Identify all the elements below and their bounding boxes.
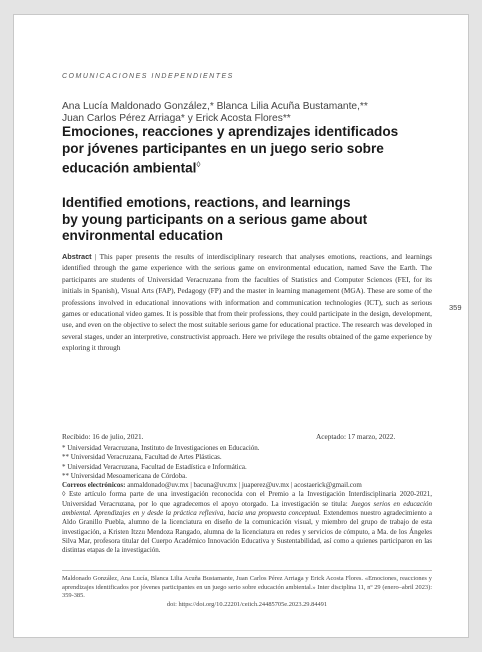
page-number: 359 (449, 303, 462, 312)
title-footnote-mark: ◊ (196, 160, 201, 169)
abstract-separator: | (91, 252, 100, 261)
citation-divider (62, 570, 432, 571)
footnote-emails (62, 481, 432, 490)
emails-list: anmaldonado@uv.mx | bacuna@uv.mx | juaperez@uv.mx | acostaerick@gmail.com (125, 481, 362, 490)
title-es-line-3 (62, 157, 432, 177)
accepted-date: Aceptado: 17 marzo, 2022. (316, 432, 396, 441)
title-en-line-3: environmental education (62, 228, 223, 243)
abstract-label: Abstract (62, 252, 92, 261)
title-en-line-1: Identified emotions, reactions, and learnings (62, 195, 351, 210)
title-spanish (62, 124, 432, 177)
title-es-line-2: por jóvenes participantes en un juego serio sobre (62, 140, 384, 156)
document-page (13, 14, 469, 638)
title-es-line-3-text: educación ambiental (62, 160, 197, 176)
section-label: COMUNICACIONES INDEPENDIENTES (62, 73, 234, 80)
footnotes (62, 444, 432, 556)
research-note-mark: ◊ (62, 490, 66, 499)
title-en-line-2: by young participants on a serious game about (62, 211, 368, 227)
footnote-affiliation-2: ** Universidad Veracruzana, Facultad de Artes Plásticas. (62, 453, 222, 462)
footnote-research-note (62, 490, 432, 555)
citation-text: Maldonado González, Ana Lucía, Blanca Lilia Acuña Bustamante, Juan Carlos Pérez Arriaga y Erick Acosta Flores. «Emociones, reacciones y aprendizajes identificados por jóvenes participantes en un juego serio sobre educación ambiental.» Inter disciplina 11, nº 29 (enero–abril 2023): 359-385. (62, 575, 432, 599)
footnote-affiliation-4: ** Universidad Mesoamericana de Córdoba. (62, 471, 187, 480)
received-date: Recibido: 16 de julio, 2021. (62, 432, 144, 441)
research-note-text-1: Este artículo forma parte de una investigación reconocida con el Premio a la Investigación Interdisciplinaria 2020-2021, Universidad Veracruzana, por lo que agradecemos el apoyo otorgado. La investigación se titula: (62, 490, 432, 508)
abstract (62, 251, 432, 354)
title-english (62, 195, 432, 245)
footnote-affiliation-3: * Universidad Veracruzana, Facultad de Estadística e Informática. (62, 462, 247, 471)
citation-block (62, 575, 432, 609)
emails-label: Correos electrónicos: (62, 481, 126, 490)
citation-doi: doi: https://doi.org/10.22201/ceiich.24485705e.2023.29.84491 (166, 600, 328, 608)
research-note-text-2: Extendemos nuestro agradecimiento a Aldo Granillo Puebla, alumno de la licenciatura en diseño de la comunicación visual, y miembro del grupo de trabajo de esta investigación, a Kristen Itzzu Mendoza Rangado, alumna de la licenciatura en redes y servicios de cómputo, a Ma. de los Ángeles Silva Mar, profesora titular del Cuerpo Académico Innovación Educativa y Sustentabilidad, así como a quienes participaron en las distintas etapas de la investigación. (62, 509, 432, 555)
authors-line-1: Ana Lucía Maldonado González,* Blanca Lilia Acuña Bustamante,** (62, 101, 368, 112)
title-es-line-1: Emociones, reacciones y aprendizajes identificados (62, 124, 399, 139)
research-note-title: Juegos serios en educación ambiental. Aprendizajes en y desde la práctica reflexiva, hacia una propuesta conceptual. (62, 499, 432, 518)
author-list (62, 101, 442, 124)
authors-line-2: Juan Carlos Pérez Arriaga* y Erick Acosta Flores** (62, 112, 291, 124)
footnote-affiliation-1: * Universidad Veracruzana, Instituto de Investigaciones en Educación. (62, 444, 260, 452)
abstract-text: This paper presents the results of interdisciplinary research that analyses emotions, reactions, and learnings identified through the game experience with the serious game on environmental education, named Save the Earth. The participants are students of Universidad Veracruzana from the faculties of Statistics and Computer Sciences (FEI, for its initials in Spanish), Visual Arts (FAP), Pedagogy (FP) and the master in learning management (MGA). These are some of the professions involved in educational innovations with information and communication technologies (ICT), such as serious games or educational video games. It is possible that from their professions, they could participate in the design, development, use, and even on the objective to select the most suitable serious game for educational practice. The research was developed in several stages, under an interpretive, constructivist approach. Here we privilege the results obtained of the game experience by exploring it through (62, 252, 432, 353)
